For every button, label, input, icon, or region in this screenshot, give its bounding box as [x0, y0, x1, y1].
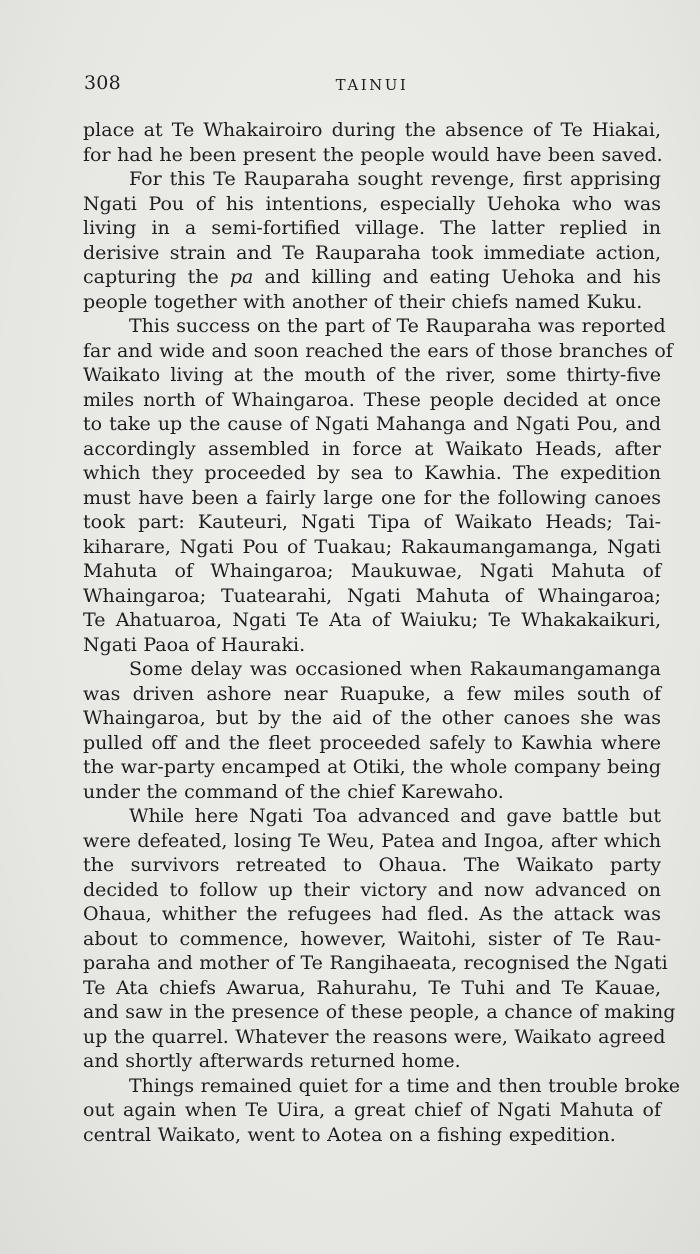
- text-line: accordingly assembled in force at Waikato Heads, after: [83, 437, 661, 460]
- text-line: and saw in the presence of these people, a chance of making: [83, 1001, 676, 1023]
- text-line: the war-party encamped at Otiki, the whole company being: [83, 756, 661, 778]
- text-line: Mahuta of Whaingaroa; Maukuwae, Ngati Mahuta of: [83, 560, 661, 582]
- text-line: For this Te Rauparaha sought revenge, first apprising: [129, 168, 661, 190]
- text-line: about to commence, however, Waitohi, sister of Te Rau-: [83, 927, 661, 950]
- text-line: decided to follow up their victory and now advanced on: [83, 878, 661, 901]
- text-line: people together with another of their chiefs named Kuku.: [83, 290, 643, 313]
- text-line: Ngati Pou of his intentions, especially Uehoka who was: [83, 192, 661, 215]
- text-line: Ohaua, whither the refugees had fled. As the attack was: [83, 903, 661, 925]
- text-line: Whaingaroa, but by the aid of the other canoes she was: [83, 707, 661, 729]
- text-line: central Waikato, went to Aotea on a fishing expedition.: [83, 1123, 616, 1146]
- text-line: which they proceeded by sea to Kawhia. The expedition: [83, 462, 661, 484]
- text-line: out again when Te Uira, a great chief of Ngati Mahuta of: [83, 1099, 661, 1121]
- paragraph: [83, 1074, 680, 1148]
- text-line: While here Ngati Toa advanced and gave battle but: [129, 805, 661, 827]
- text-line: under the command of the chief Karewaho.: [83, 780, 504, 803]
- text-line: Some delay was occasioned when Rakaumangamanga: [129, 658, 661, 680]
- text-line: Things remained quiet for a time and then trouble broke: [129, 1074, 680, 1097]
- text-line: far and wide and soon reached the ears of those branches of: [83, 339, 673, 362]
- text-line: Waikato living at the mouth of the river, some thirty-five: [83, 364, 661, 386]
- text-line: was driven ashore near Ruapuke, a few miles south of: [83, 682, 661, 705]
- text-line: for had he been present the people would have been saved.: [83, 143, 663, 166]
- text-line: and shortly afterwards returned home.: [83, 1050, 461, 1072]
- page-header: [83, 72, 661, 98]
- paragraph: [83, 118, 661, 167]
- text-line: living in a semi-fortified village. The latter replied in: [83, 217, 661, 239]
- text-line: capturing the pa and killing and eating Uehoka and his: [83, 266, 662, 288]
- text-line: must have been a fairly large one for the following canoes: [83, 486, 661, 509]
- text-line: paraha and mother of Te Rangihaeata, recognised the Ngati: [83, 952, 668, 974]
- running-title: TAINUI: [335, 76, 409, 94]
- text-line: to take up the cause of Ngati Mahanga and Ngati Pou, and: [83, 413, 661, 435]
- body-text: [83, 118, 680, 1147]
- page-number: 308: [84, 72, 121, 94]
- text-line: miles north of Whaingaroa. These people decided at once: [83, 388, 661, 411]
- paragraph: [83, 167, 661, 314]
- text-line: were defeated, losing Te Weu, Patea and Ingoa, after which: [83, 829, 662, 852]
- text-line: kiharare, Ngati Pou of Tuakau; Rakaumangamanga, Ngati: [83, 535, 661, 558]
- text-line: derisive strain and Te Rauparaha took immediate action,: [83, 241, 661, 264]
- text-line: pulled off and the fleet proceeded safely to Kawhia where: [83, 731, 661, 754]
- paragraph: [83, 804, 676, 1074]
- text-line: Te Ata chiefs Awarua, Rahurahu, Te Tuhi and Te Kauae,: [83, 976, 661, 999]
- text-line: the survivors retreated to Ohaua. The Waikato party: [83, 854, 661, 876]
- text-line: up the quarrel. Whatever the reasons were, Waikato agreed: [83, 1025, 666, 1048]
- text-line: This success on the part of Te Rauparaha was reported: [129, 315, 666, 337]
- text-line: place at Te Whakairoiro during the absence of Te Hiakai,: [83, 119, 661, 141]
- paragraph: [83, 314, 673, 657]
- paragraph: [83, 657, 661, 804]
- text-line: Whaingaroa; Tuatearahi, Ngati Mahuta of Whaingaroa;: [83, 584, 661, 607]
- text-line: Te Ahatuaroa, Ngati Te Ata of Waiuku; Te Whakakaikuri,: [83, 609, 661, 631]
- text-line: took part: Kauteuri, Ngati Tipa of Waikato Heads; Tai-: [83, 511, 661, 533]
- text-line: Ngati Paoa of Hauraki.: [83, 633, 306, 656]
